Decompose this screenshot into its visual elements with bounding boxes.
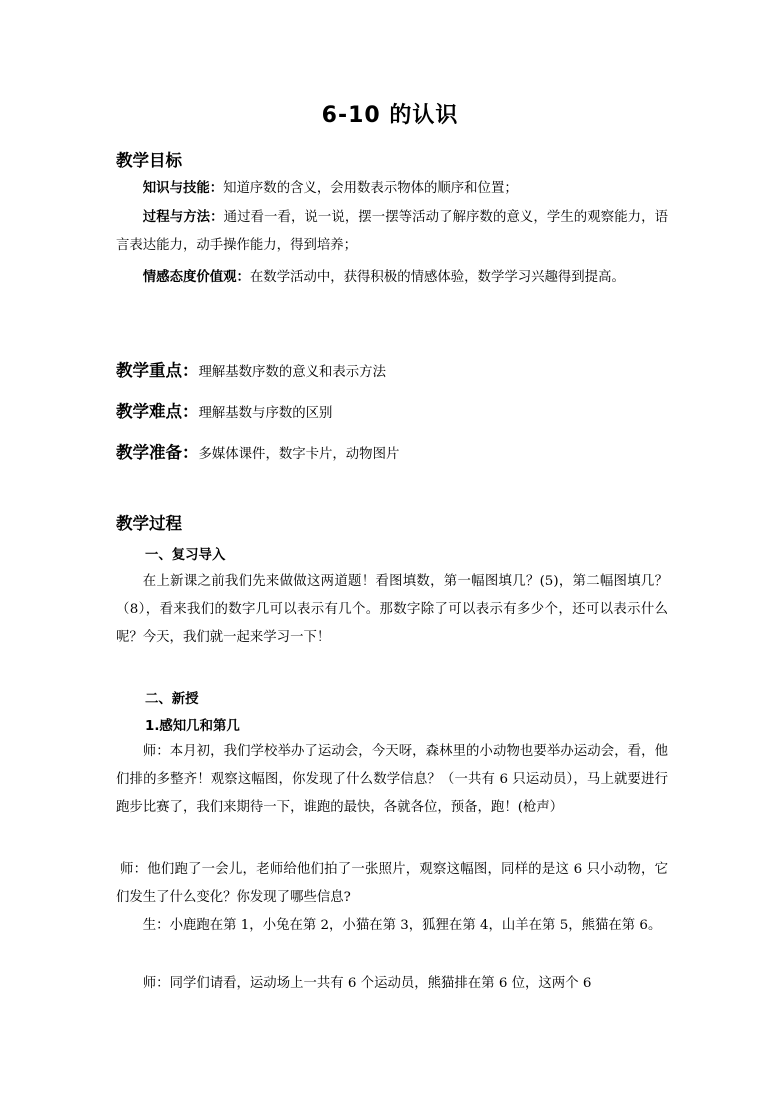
preparation [116, 439, 676, 463]
objective-knowledge [116, 175, 668, 203]
new-lesson-heading: 二、新授 [145, 692, 199, 707]
new-lesson-p2: 师：他们跑了一会儿，老师给他们拍了一张照片，观察这幅图，同样的是这 6 只小动物，它们发生了什么变化？你发现了哪些信息? [116, 862, 668, 905]
new-lesson-p3: 生：小鹿跑在第 1，小兔在第 2，小猫在第 3，狐狸在第 4，山羊在第 5，熊猫在第 6。 [142, 918, 662, 933]
objective-process-text: 通过看一看，说一说，摆一摆等活动了解序数的意义，学生的观察能力，语言表达能力，动手操作能力，得到培养； [116, 210, 668, 253]
objective-emotion [116, 264, 668, 292]
new-lesson-p1: 师：本月初，我们学校举办了运动会，今天呀，森林里的小动物也要举办运动会，看，他们排的多整齐！观察这幅图，你发现了什么数学信息？（一共有 6 只运动员），马上就要进行跑步比赛了，我们来期待一下，谁跑的最快，各就各位，预备，跑！(枪声） [116, 744, 668, 815]
difficulties [116, 398, 676, 422]
objective-emotion-text: 在数学活动中，获得积极的情感体验，数学学习兴趣得到提高。 [249, 270, 625, 285]
objective-knowledge-label: 知识与技能： [142, 181, 224, 196]
key-points-label: 教学重点： [116, 361, 199, 380]
key-points [116, 357, 676, 381]
key-points-text: 理解基数序数的意义和表示方法 [198, 365, 386, 380]
process-heading: 教学过程 [116, 514, 182, 533]
preparation-label: 教学准备： [116, 443, 199, 462]
objective-process [116, 204, 668, 260]
page-title: 6-10 的认识 [321, 103, 459, 128]
difficulties-label: 教学难点： [116, 402, 199, 421]
new-lesson-p4: 师：同学们请看，运动场上一共有 6 个运动员，熊猫排在第 6 位，这两个 6 [142, 976, 592, 991]
preparation-text: 多媒体课件，数字卡片，动物图片 [198, 447, 400, 462]
review-heading: 一、复习导入 [145, 548, 226, 563]
objective-emotion-label: 情感态度价值观： [142, 270, 250, 285]
objective-process-label: 过程与方法： [142, 210, 224, 225]
review-paragraph: 在上新课之前我们先来做做这两道题！看图填数，第一幅图填几？(5)，第二幅图填几？（8），看来我们的数字几可以表示有几个。那数字除了可以表示有多少个，还可以表示什么呢？今天，我们就一起来学习一下！ [116, 574, 668, 645]
objectives-heading: 教学目标 [116, 151, 182, 170]
new-lesson-sub1: 1.感知几和第几 [145, 719, 240, 734]
difficulties-text: 理解基数与序数的区别 [198, 406, 333, 421]
objective-knowledge-text: 知道序数的含义，会用数表示物体的顺序和位置； [223, 181, 518, 196]
